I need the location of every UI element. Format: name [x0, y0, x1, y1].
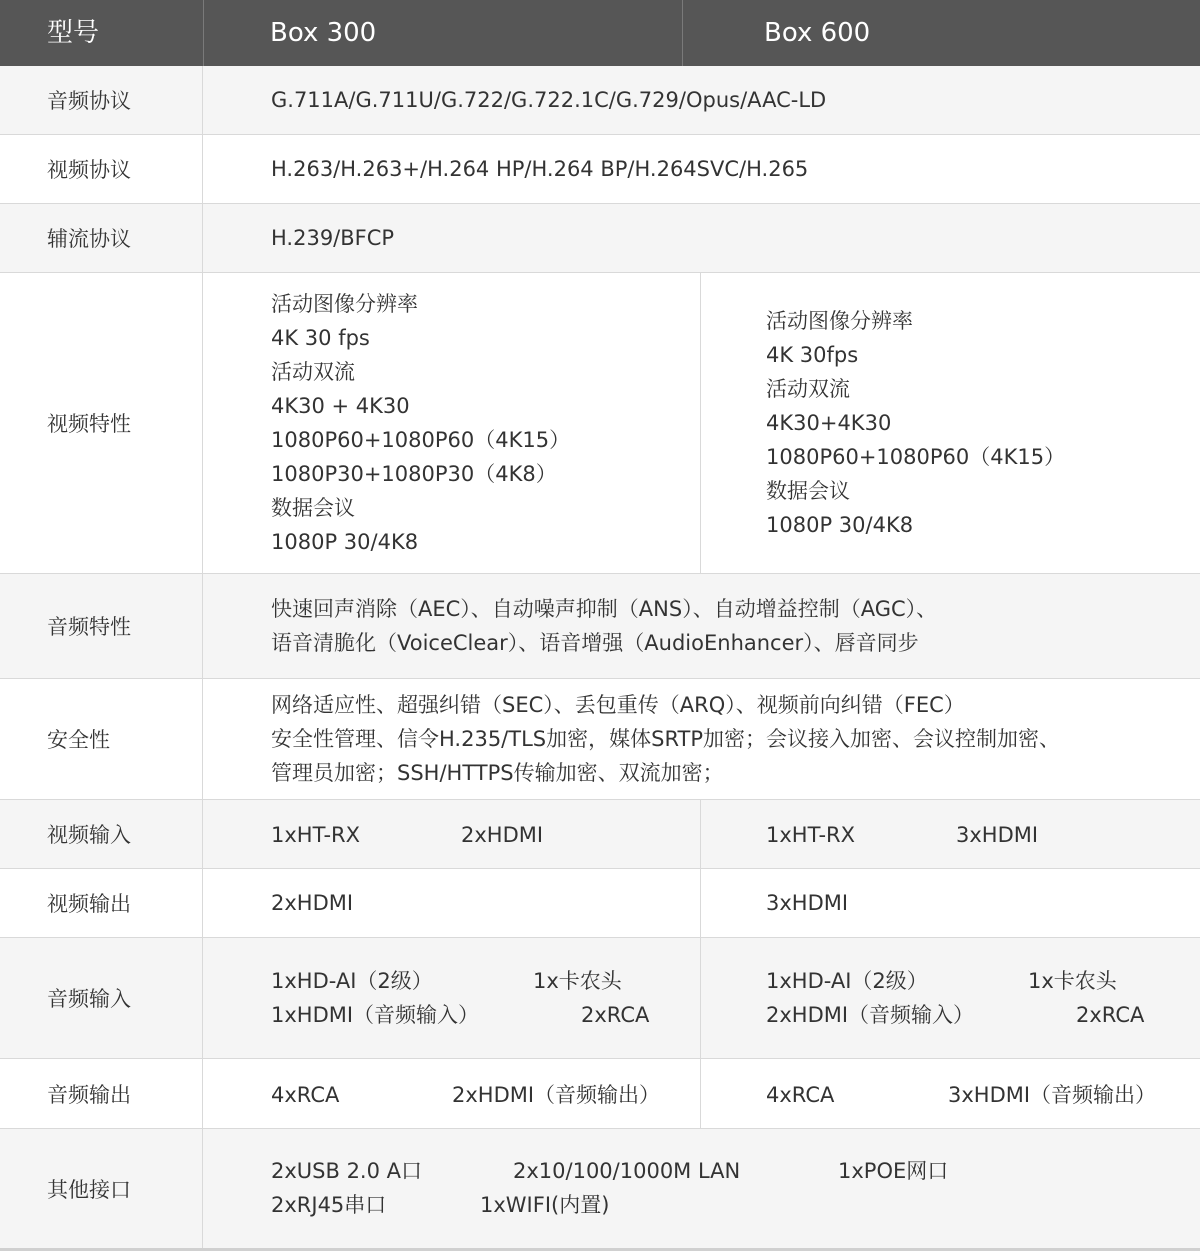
video-output-box600 [701, 869, 1200, 937]
feature-line: 4K 30 fps [271, 326, 370, 350]
feature-line: 1080P 30/4K8 [766, 513, 914, 537]
feature-line: 活动图像分辨率 [766, 309, 913, 333]
feature-line: 4K30 + 4K30 [271, 394, 410, 418]
feature-line: 1080P30+1080P30（4K8） [271, 462, 557, 486]
port-item: 2x10/100/1000M LAN [513, 1159, 741, 1183]
row-label: 音频输入 [0, 938, 203, 1058]
row-audio-output [0, 1059, 1200, 1129]
audio-output-box600 [701, 1059, 1200, 1128]
video-input-box300 [203, 800, 701, 868]
port-item: 4xRCA [766, 1083, 835, 1107]
row-video-input [0, 800, 1200, 869]
port-item: 1xHD-AI（2级） [271, 969, 433, 993]
other-ports-value [203, 1129, 1200, 1248]
row-label: 辅流协议 [0, 204, 203, 272]
feature-line: 4K30+4K30 [766, 411, 892, 435]
row-label: 视频特性 [0, 273, 203, 573]
audio-input-box300 [203, 938, 701, 1058]
feature-line: 4K 30fps [766, 343, 859, 367]
port-item: 2xRJ45串口 [271, 1193, 387, 1217]
value-text: H.263/H.263+/H.264 HP/H.264 BP/H.264SVC/H.265 [271, 157, 809, 181]
feature-line: 活动双流 [766, 377, 850, 401]
row-video-protocol [0, 135, 1200, 204]
video-protocol-value [203, 135, 1200, 203]
aux-protocol-value [203, 204, 1200, 272]
feature-line: 活动图像分辨率 [271, 292, 418, 316]
row-video-output [0, 869, 1200, 938]
port-item: 2xHDMI（音频输入） [766, 1003, 975, 1027]
port-item: 1xWIFI(内置) [480, 1193, 610, 1217]
port-item: 1x卡农头 [1028, 969, 1117, 993]
row-label: 其他接口 [0, 1129, 203, 1248]
security-line: 管理员加密；SSH/HTTPS传输加密、双流加密； [271, 761, 724, 785]
port-item: 3xHDMI [766, 891, 849, 915]
row-video-features [0, 273, 1200, 574]
security-line: 安全性管理、信令H.235/TLS加密，媒体SRTP加密；会议接入加密、会议控制加密、 [271, 727, 1060, 751]
row-audio-protocol [0, 66, 1200, 135]
security-value [203, 679, 1200, 799]
row-aux-protocol [0, 204, 1200, 273]
feature-line: 语音清脆化（VoiceClear）、语音增强（AudioEnhancer）、唇音同步 [271, 631, 919, 655]
audio-features-value [203, 574, 1200, 678]
video-features-box600 [701, 273, 1200, 573]
row-audio-input [0, 938, 1200, 1059]
feature-line: 数据会议 [766, 479, 850, 503]
row-other-ports [0, 1129, 1200, 1248]
header-box600: Box 600 [764, 18, 871, 48]
port-item: 1xHT-RX [766, 823, 856, 847]
row-label: 音频特性 [0, 574, 203, 678]
audio-input-box600 [701, 938, 1200, 1058]
value-text: H.239/BFCP [271, 226, 395, 250]
table-header [0, 0, 1200, 66]
port-item: 4xRCA [271, 1083, 340, 1107]
feature-line: 数据会议 [271, 496, 355, 520]
row-audio-features [0, 574, 1200, 679]
row-label: 视频输出 [0, 869, 203, 937]
feature-line: 活动双流 [271, 360, 355, 384]
value-text: G.711A/G.711U/G.722/G.722.1C/G.729/Opus/AAC-LD [271, 88, 827, 112]
header-box300: Box 300 [270, 18, 377, 48]
port-item: 2xHDMI（音频输出） [452, 1083, 661, 1107]
audio-protocol-value [203, 66, 1200, 134]
security-line: 网络适应性、超强纠错（SEC）、丢包重传（ARQ）、视频前向纠错（FEC） [271, 693, 965, 717]
row-label: 安全性 [0, 679, 203, 799]
port-item: 1xPOE网口 [838, 1159, 949, 1183]
row-label: 音频协议 [0, 66, 203, 134]
video-input-box600 [701, 800, 1200, 868]
port-item: 3xHDMI [956, 823, 1039, 847]
port-item: 2xRCA [1076, 1003, 1145, 1027]
row-security [0, 679, 1200, 800]
feature-line: 快速回声消除（AEC）、自动噪声抑制（ANS）、自动增益控制（AGC）、 [271, 597, 938, 621]
row-label: 视频协议 [0, 135, 203, 203]
row-label: 视频输入 [0, 800, 203, 868]
port-item: 3xHDMI（音频输出） [948, 1083, 1157, 1107]
port-item: 1x卡农头 [533, 969, 622, 993]
audio-output-box300 [203, 1059, 701, 1128]
feature-line: 1080P60+1080P60（4K15） [271, 428, 571, 452]
feature-line: 1080P60+1080P60（4K15） [766, 445, 1066, 469]
port-item: 1xHT-RX [271, 823, 361, 847]
port-item: 2xHDMI [461, 823, 544, 847]
port-item: 2xRCA [581, 1003, 650, 1027]
row-label: 音频输出 [0, 1059, 203, 1128]
video-features-box300 [203, 273, 701, 573]
port-item: 2xHDMI [271, 891, 354, 915]
feature-line: 1080P 30/4K8 [271, 530, 419, 554]
port-item: 1xHDMI（音频输入） [271, 1003, 480, 1027]
port-item: 1xHD-AI（2级） [766, 969, 928, 993]
header-model: 型号 [47, 18, 100, 48]
port-item: 2xUSB 2.0 A口 [271, 1159, 423, 1183]
video-output-box300 [203, 869, 701, 937]
